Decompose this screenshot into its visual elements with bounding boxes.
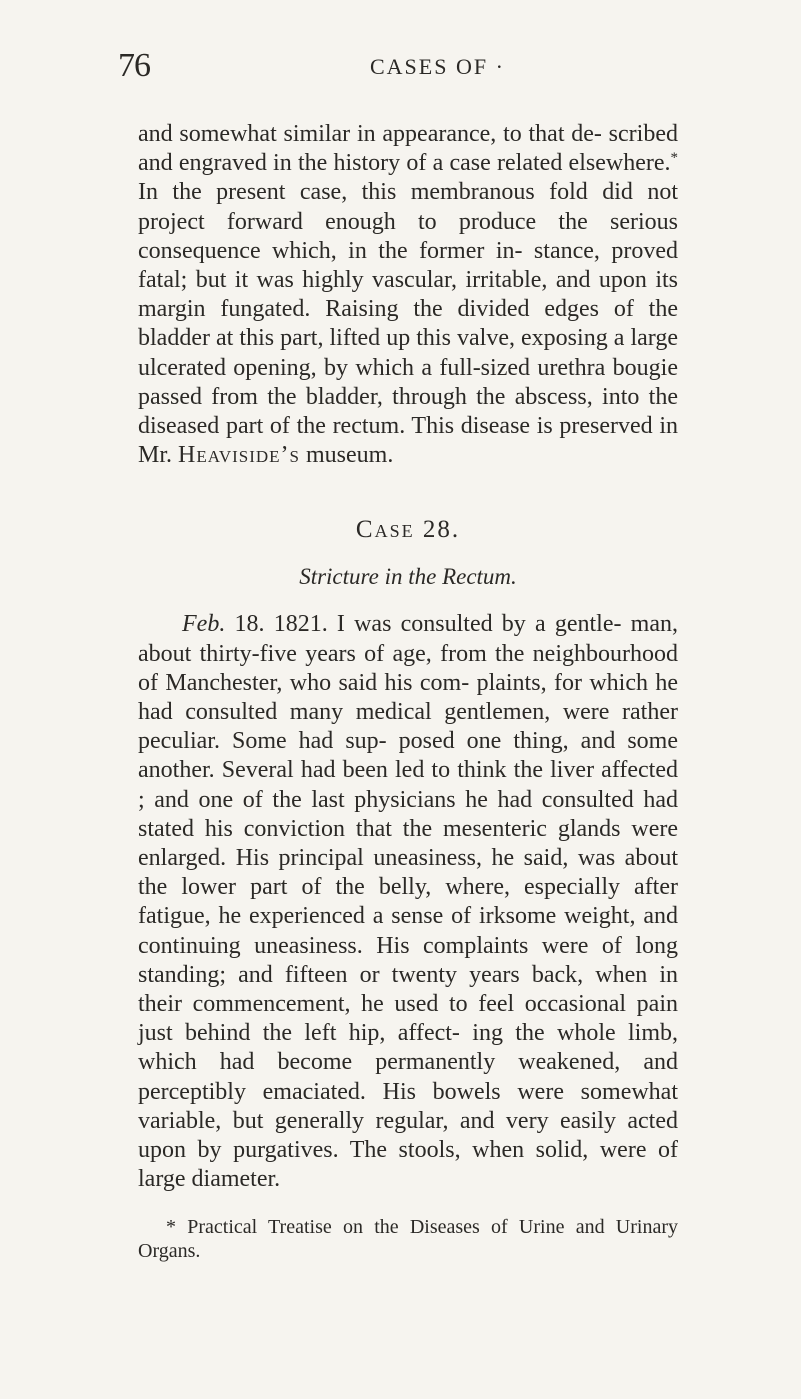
case-subtitle: Stricture in the Rectum. (299, 564, 517, 590)
page-number: 76 (118, 47, 150, 84)
case-paragraph-text: 18. 1821. I was consulted by a gentle- man, about thirty-five years of age, from the neighbourhood of Manchester, who said his com- plaints, for which he had consulted many medical gentlemen, were rather peculiar. Some had sup- posed one thing, and some another. Several had been led to think the liver affected ; and one of the last physicians he had consulted had stated his conviction that the mesenteric glands were enlarged. His principal uneasiness, he said, was about the lower part of the belly, where, especially after fatigue, he experienced a sense of irksome weight, and continuing uneasiness. His complaints were of long standing; and fifteen or twenty years back, when in their commencement, he used to feel occasional pain just behind the left hip, affect- ing the whole limb, which had become permanently weakened, and perceptibly emaciated. His bowels were somewhat variable, but generally regular, and very easily acted upon by purgatives. The stools, when solid, were of large diameter. (138, 611, 678, 1193)
proper-name: Heaviside’s (178, 442, 300, 469)
case-date-month: Feb. (182, 611, 226, 638)
footnote-reference: * (670, 150, 678, 167)
footnote-mark: * (166, 1215, 176, 1238)
paragraph-continuation (138, 120, 678, 470)
page-header (118, 46, 678, 86)
footnote-text: Practical Treatise on the Diseases of Urine and Urinary Organs. (138, 1215, 678, 1262)
paragraph-text-middle: In the present case, this membranous fold did not project forward enough to produce the serious consequence which, in the former in- stance, proved fatal; but it was highly vascular, irritable, and upon its margin fungated. Raising the divided edges of the bladder at this part, lifted up this valve, exposing a large ulcerated opening, by which a full-sized urethra bougie passed from the bladder, through the abscess, into the diseased part of the rectum. This disease is preserved in Mr. (138, 179, 678, 469)
case-heading: Case 28. (355, 516, 461, 544)
case-paragraph (138, 610, 678, 1194)
body-text (138, 120, 678, 1263)
footnote (138, 1215, 678, 1263)
running-head: CASES OF · (370, 54, 505, 79)
paragraph-text-start: and somewhat similar in appearance, to that de- scribed and engraved in the history of a case related elsewhere. (138, 121, 678, 177)
paragraph-text-end: museum. (299, 442, 394, 469)
